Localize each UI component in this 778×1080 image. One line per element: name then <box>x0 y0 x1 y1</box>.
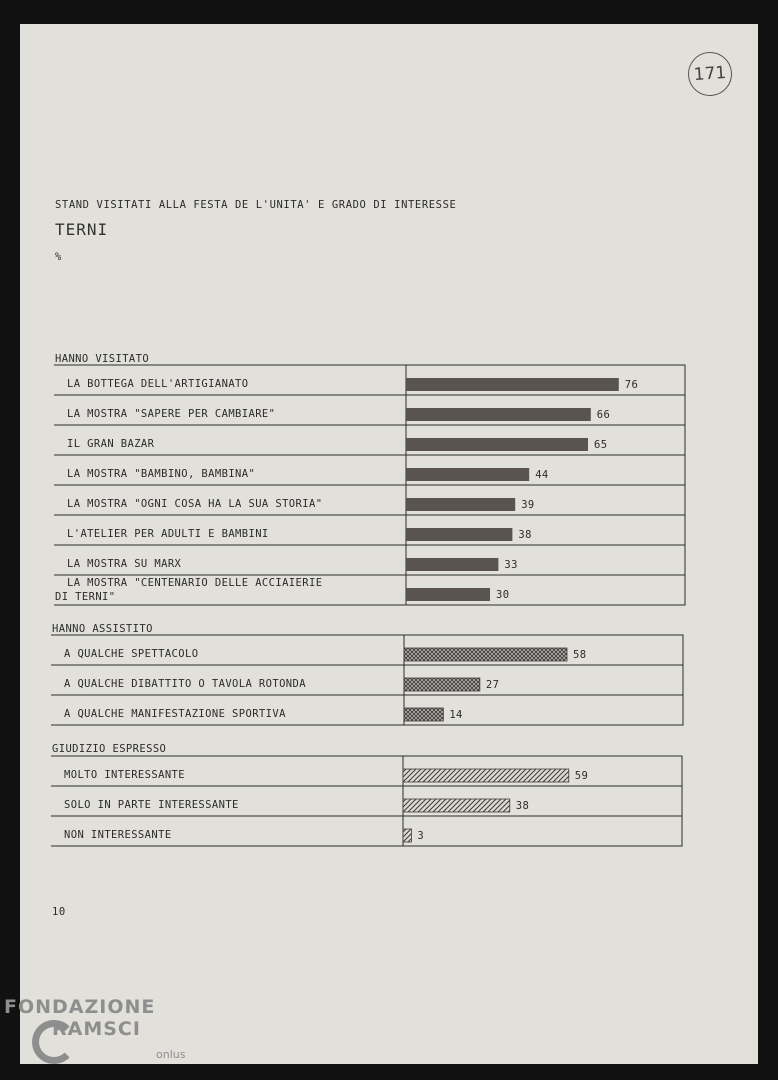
bar <box>404 708 443 721</box>
value-label: 59 <box>574 770 589 782</box>
bar <box>406 528 512 541</box>
watermark-line1: FONDAZIONE <box>4 996 156 1018</box>
value-label: 38 <box>518 529 532 541</box>
value-label: 58 <box>572 649 587 661</box>
watermark-line2: RAMSCI <box>52 1018 141 1040</box>
archive-stamp: 171 <box>687 51 734 98</box>
bar <box>406 498 515 511</box>
bar <box>403 799 510 812</box>
bar <box>406 558 498 571</box>
row-label: LA MOSTRA "CENTENARIO DELLE ACCIAIERIE <box>67 577 323 589</box>
row-label: LA MOSTRA "OGNI COSA HA LA SUA STORIA" <box>67 498 323 510</box>
row-label: MOLTO INTERESSANTE <box>64 769 185 781</box>
row-label: DI TERNI" <box>55 591 116 603</box>
bar <box>403 769 569 782</box>
value-label: 44 <box>535 469 549 481</box>
chart-title: STAND VISITATI ALLA FESTA DE L'UNITA' E GRADO DI INTERESSE <box>55 199 457 211</box>
bar <box>406 588 490 601</box>
row-label: LA MOSTRA "SAPERE PER CAMBIARE" <box>67 408 276 420</box>
value-label: 3 <box>417 830 425 842</box>
value-label: 38 <box>515 800 530 812</box>
value-label: 30 <box>496 589 510 601</box>
unit-label: % <box>55 251 62 263</box>
value-label: 27 <box>485 679 500 691</box>
value-label: 33 <box>504 559 518 571</box>
bar <box>404 678 480 691</box>
row-label: L'ATELIER PER ADULTI E BAMBINI <box>67 528 269 540</box>
section-title: GIUDIZIO ESPRESSO <box>52 743 167 755</box>
bar <box>406 438 588 451</box>
value-label: 39 <box>521 499 535 511</box>
section-title: HANNO ASSISTITO <box>52 623 153 635</box>
bar <box>406 408 591 421</box>
bar <box>406 468 529 481</box>
row-label: LA BOTTEGA DELL'ARTIGIANATO <box>67 378 249 390</box>
row-label: LA MOSTRA SU MARX <box>67 558 182 570</box>
fondazione-gramsci-watermark <box>4 996 194 1076</box>
bar <box>404 648 567 661</box>
watermark-line3: onlus <box>156 1048 186 1061</box>
row-label: IL GRAN BAZAR <box>67 438 155 450</box>
row-label: SOLO IN PARTE INTERESSANTE <box>64 799 239 811</box>
row-label: NON INTERESSANTE <box>64 829 172 841</box>
row-label: A QUALCHE DIBATTITO O TAVOLA ROTONDA <box>64 678 306 690</box>
row-label: A QUALCHE MANIFESTAZIONE SPORTIVA <box>64 708 286 720</box>
section-title: HANNO VISITATO <box>55 353 150 365</box>
page-number: 10 <box>52 906 66 918</box>
row-label: A QUALCHE SPETTACOLO <box>64 648 199 660</box>
bar <box>403 829 411 842</box>
value-label: 65 <box>594 439 608 451</box>
value-label: 66 <box>596 409 611 421</box>
value-label: 14 <box>449 709 463 721</box>
bar <box>406 378 619 391</box>
value-label: 76 <box>624 379 639 391</box>
chart-subtitle: TERNI <box>55 220 109 239</box>
row-label: LA MOSTRA "BAMBINO, BAMBINA" <box>67 468 256 480</box>
